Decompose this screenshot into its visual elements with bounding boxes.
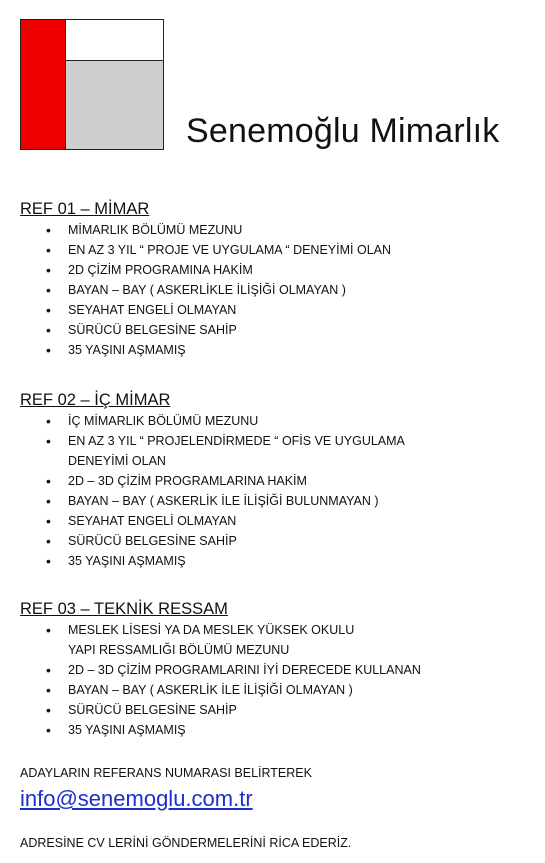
requirement-item — [20, 660, 535, 680]
requirement-text: 35 YAŞINI AŞMAMIŞ — [68, 723, 186, 737]
logo-white-block — [66, 20, 163, 61]
requirement-text: EN AZ 3 YIL “ PROJE VE UYGULAMA “ DENEYİMİ OLAN — [68, 243, 392, 257]
job-section-ref03 — [20, 598, 535, 740]
ref-title: REF 02 – İÇ MİMAR — [20, 391, 171, 409]
logo-red-block — [21, 20, 66, 149]
requirement-text: BAYAN – BAY ( ASKERLİK İLE İLİŞİĞİ OLMAYAN ) — [68, 683, 353, 697]
requirement-item — [20, 620, 535, 660]
requirement-text: BAYAN – BAY ( ASKERLİK İLE İLİŞİĞİ BULUNMAYAN ) — [68, 494, 379, 508]
requirement-text: SEYAHAT ENGELİ OLMAYAN — [68, 514, 237, 528]
requirement-text: DENEYİMİ OLAN — [68, 454, 166, 468]
requirement-text: EN AZ 3 YIL “ PROJELENDİRMEDE “ OFİS VE UYGULAMA — [68, 434, 405, 448]
closing-text: ADRESİNE CV LERİNİ GÖNDERMELERİNİ RİCA EDERİZ. — [20, 836, 352, 850]
requirement-text: YAPI RESSAMLIĞI BÖLÜMÜ MEZUNU — [68, 643, 290, 657]
requirement-text: SEYAHAT ENGELİ OLMAYAN — [68, 303, 237, 317]
requirement-text: 2D – 3D ÇİZİM PROGRAMLARINA HAKİM — [68, 474, 307, 488]
requirement-text: SÜRÜCÜ BELGESİNE SAHİP — [68, 534, 237, 548]
requirement-item — [20, 220, 535, 240]
requirement-text: SÜRÜCÜ BELGESİNE SAHİP — [68, 323, 237, 337]
requirement-item — [20, 531, 535, 551]
requirement-text: BAYAN – BAY ( ASKERLİKLE İLİŞİĞİ OLMAYAN ) — [68, 283, 346, 297]
job-section-ref02 — [20, 389, 535, 571]
requirement-text: 35 YAŞINI AŞMAMIŞ — [68, 554, 186, 568]
requirement-item — [20, 411, 535, 431]
requirement-item — [20, 680, 535, 700]
company-name: Senemoğlu Mimarlık — [186, 112, 500, 150]
email-link[interactable]: info@senemoglu.com.tr — [20, 786, 253, 811]
requirement-item — [20, 240, 535, 260]
requirement-item — [20, 320, 535, 340]
requirements-list — [20, 220, 535, 360]
ref-title: REF 01 – MİMAR — [20, 200, 150, 218]
ref-title: REF 03 – TEKNİK RESSAM — [20, 600, 228, 618]
requirement-text: 2D – 3D ÇİZİM PROGRAMLARINI İYİ DERECEDE KULLANAN — [68, 663, 421, 677]
requirement-item — [20, 431, 535, 471]
requirement-item — [20, 511, 535, 531]
requirement-item — [20, 260, 535, 280]
logo-gray-block — [66, 61, 163, 149]
requirement-item — [20, 340, 535, 360]
requirement-text: 2D ÇİZİM PROGRAMINA HAKİM — [68, 263, 253, 277]
requirement-text: SÜRÜCÜ BELGESİNE SAHİP — [68, 703, 237, 717]
requirement-item — [20, 471, 535, 491]
requirements-list — [20, 620, 535, 740]
requirement-item — [20, 700, 535, 720]
requirement-item — [20, 491, 535, 511]
job-section-ref01 — [20, 198, 535, 360]
requirement-item — [20, 280, 535, 300]
requirement-text: MESLEK LİSESİ YA DA MESLEK YÜKSEK OKULU — [68, 623, 355, 637]
requirement-text: İÇ MİMARLIK BÖLÜMÜ MEZUNU — [68, 414, 259, 428]
requirement-text: MİMARLIK BÖLÜMÜ MEZUNU — [68, 223, 243, 237]
requirement-item — [20, 300, 535, 320]
company-logo — [20, 19, 164, 150]
requirement-item — [20, 720, 535, 740]
requirements-list — [20, 411, 535, 571]
requirement-item — [20, 551, 535, 571]
application-instruction: ADAYLARIN REFERANS NUMARASI BELİRTEREK — [20, 766, 312, 780]
requirement-text: 35 YAŞINI AŞMAMIŞ — [68, 343, 186, 357]
